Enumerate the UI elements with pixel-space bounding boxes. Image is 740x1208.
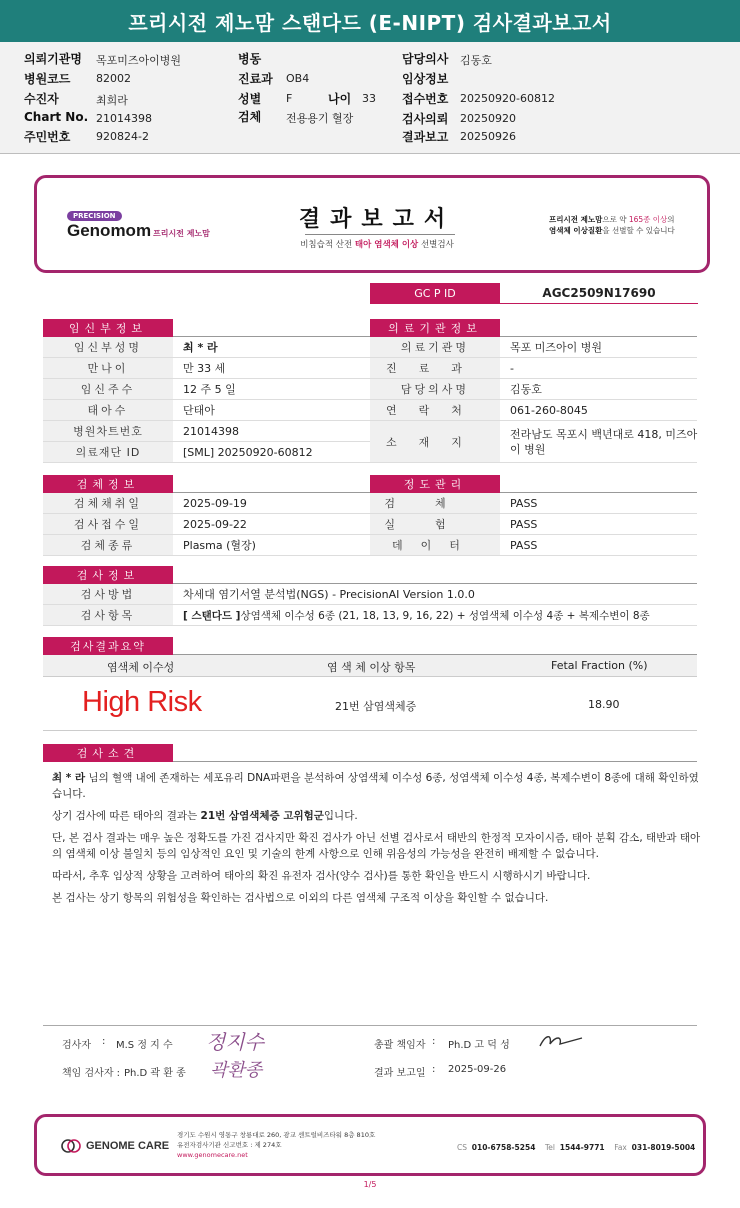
responsible-label: 책임 검사자 : — [62, 1068, 121, 1079]
tel-label: Tel — [544, 1143, 555, 1152]
tel-number: 1544-9771 — [559, 1143, 605, 1152]
heading-divider — [305, 234, 455, 235]
table-row — [370, 337, 697, 358]
table-row — [43, 605, 697, 626]
row-key: 검체 — [370, 493, 500, 513]
row-key: 검체종류 — [43, 535, 173, 555]
row-key: 진료과 — [370, 358, 500, 378]
row-value: PASS — [510, 538, 538, 552]
row-value: [SML] 20250920-60812 — [183, 445, 313, 459]
row-value: 2025-09-19 — [183, 496, 247, 510]
row-value: PASS — [510, 517, 538, 531]
responsible-signature: 곽환종 — [210, 1060, 263, 1081]
row-key: 연락처 — [370, 400, 500, 420]
section-header-hospital: 의료기관정보 — [370, 319, 500, 337]
section-header-qc: 정도관리 — [370, 475, 500, 493]
row-key: 임신부성명 — [43, 337, 173, 357]
page-number: 1/5 — [363, 1180, 377, 1189]
info-value: 목포미즈아이병원 — [96, 54, 182, 67]
report-date-label: 결과 보고일 — [374, 1068, 426, 1079]
cs-number: 010-6758-5254 — [471, 1143, 536, 1152]
summary-divider — [43, 730, 697, 731]
chief-label: 총괄 책임자 — [374, 1040, 426, 1051]
info-value: 20250920-60812 — [460, 92, 555, 105]
info-label: 담당의사 — [402, 52, 449, 66]
footer-contact — [457, 1143, 695, 1152]
license-line: 유전자검사기관 신고번호 : 제 274호 — [177, 1141, 282, 1149]
responsible-name: Ph.D 곽 환 종 — [124, 1068, 186, 1079]
report-date: 2025-09-26 — [448, 1064, 507, 1075]
signature-divider — [43, 1025, 697, 1026]
table-row — [43, 358, 370, 379]
section-header-test: 검사정보 — [43, 566, 173, 584]
info-label: 병원코드 — [24, 72, 71, 86]
section-underline — [173, 761, 697, 762]
info-value: 82002 — [96, 72, 131, 85]
info-label: 성별 — [238, 92, 262, 106]
info-label: 임상정보 — [402, 72, 449, 86]
row-value: 061-260-8045 — [510, 403, 588, 417]
genome-care-name: GENOME CARE — [86, 1140, 170, 1152]
findings-paragraph: 따라서, 추후 임상적 상황을 고려하여 태아의 확진 유전자 검사(양수 검사)를 통한 확인을 반드시 시행하시기 바랍니다. — [52, 870, 591, 882]
table-row — [43, 514, 370, 535]
findings-paragraph — [52, 770, 702, 802]
info-value: OB4 — [286, 72, 310, 85]
findings-paragraph: 단, 본 검사 결과는 매우 높은 정확도를 가진 검사지만 확진 검사가 아닌 선별 검사로서 태반의 한정적 모자이시즘, 태아 분획 감소, 태반과 태아의 염색체 이상 불일치 등의 임상적인 요인 및 기술의 한계 사항으로 인해 위음성의 가능성을 완전히 배제할 수 없습니다. — [52, 832, 701, 860]
table-row — [43, 421, 370, 442]
info-label: 검체 — [238, 110, 262, 124]
row-key: 태아수 — [43, 400, 173, 420]
summary-table-header — [43, 655, 697, 677]
subtitle-part: 선별검사 — [418, 240, 454, 250]
table-row — [43, 400, 370, 421]
subtitle-part: 비침습적 산전 — [300, 240, 355, 250]
findings-result: 21번 삼염색체증 고위험군 — [200, 810, 324, 822]
table-row — [43, 442, 370, 463]
row-key: 소재지 — [370, 421, 500, 462]
footer-frame — [34, 1114, 706, 1176]
row-value: 최 * 라 — [183, 341, 218, 354]
info-value: 920824-2 — [96, 130, 149, 143]
examiner-label: 검사자 — [62, 1040, 91, 1051]
row-key: 데이터 — [370, 535, 500, 555]
gc-pid-label: GC P ID — [370, 283, 500, 304]
row-value: - — [510, 361, 514, 375]
info-value: 20250920 — [460, 112, 516, 125]
tagline-part: 을 선별할 수 있습니다 — [602, 226, 675, 235]
brand-sub: 프리시전 제노맘 — [153, 229, 210, 238]
tagline-highlight: 165종 이상 — [628, 215, 668, 224]
colon: : — [432, 1036, 436, 1047]
table-row — [43, 337, 370, 358]
row-value: 12 주 5 일 — [183, 383, 236, 396]
info-label: 접수번호 — [402, 92, 449, 106]
row-value: 21014398 — [183, 424, 239, 438]
row-value: 단태아 — [183, 404, 215, 417]
address-line: 경기도 수원시 영통구 창룡대로 260, 광교 센트럴비즈타워 8층 810호 — [177, 1131, 376, 1139]
row-key: 병원차트번호 — [43, 421, 173, 441]
info-value: 전용용기 혈장 — [286, 112, 354, 125]
website-link[interactable]: www.genomecare.net — [177, 1151, 248, 1159]
report-header-frame — [34, 175, 710, 273]
row-key: 임신주수 — [43, 379, 173, 399]
test-items: 상염색체 이수성 6종 (21, 18, 13, 9, 16, 22) + 성염색체 이수성 4종 + 복제수변이 8종 — [240, 609, 650, 622]
table-row — [43, 493, 370, 514]
summary-col-header: 염색체 이수성 — [107, 661, 175, 674]
examiner-name: M.S 정 지 수 — [116, 1040, 173, 1051]
examiner-signature: 정지수 — [206, 1030, 264, 1054]
test-tier: [ 스탠다드 ] — [183, 609, 241, 622]
info-value: 김동호 — [460, 54, 492, 67]
address-line: 이 병원 — [510, 443, 546, 456]
row-key: 실험 — [370, 514, 500, 534]
row-key: 의료기관명 — [370, 337, 500, 357]
tagline-bold: 염색체 이상질환 — [549, 226, 603, 235]
row-value: 김동호 — [510, 383, 542, 396]
summary-col-header: Fetal Fraction (%) — [551, 659, 648, 672]
row-value: 목포 미즈아이 병원 — [510, 341, 603, 354]
row-value: 만 33 세 — [183, 362, 226, 375]
row-value — [183, 605, 650, 625]
fetal-fraction: 18.90 — [588, 698, 620, 711]
genome-care-icon — [61, 1139, 81, 1153]
section-header-summary: 검사결과요약 — [43, 637, 173, 655]
row-key: 검사접수일 — [43, 514, 173, 534]
section-header-findings: 검사소견 — [43, 744, 173, 762]
brand-logo: Genomom — [67, 221, 152, 240]
fax-label: Fax — [614, 1143, 627, 1152]
row-key: 의료재단 ID — [43, 442, 173, 462]
info-value: F — [286, 92, 293, 105]
tagline-brand: 프리시전 제노맘 — [549, 215, 603, 224]
chief-name: Ph.D 고 덕 성 — [448, 1040, 510, 1051]
report-heading: 결과보고서 — [298, 207, 456, 232]
abnormal-item: 21번 삼염색체증 — [335, 700, 417, 713]
info-label: 나이 — [328, 92, 352, 106]
findings-paragraph — [52, 808, 702, 824]
risk-result: High Risk — [82, 686, 202, 718]
row-value — [510, 427, 700, 468]
table-row — [370, 535, 697, 556]
gc-pid-value: AGC2509N17690 — [500, 283, 698, 304]
genome-care-logo — [61, 1139, 169, 1153]
info-label: 검사의뢰 — [402, 112, 449, 126]
table-row — [370, 514, 697, 535]
findings-text: 님의 혈액 내에 존재하는 세포유리 DNA파편을 분석하여 상염색체 이수성 6종, 성염색체 이수성 4종, 복제수변이 8종에 대해 확인하였습니다. — [52, 772, 699, 800]
table-row — [370, 421, 697, 463]
info-value: 21014398 — [96, 112, 152, 125]
info-value: 33 — [362, 92, 376, 105]
info-label: 진료과 — [238, 72, 273, 86]
info-label: 결과보고 — [402, 130, 449, 144]
table-row — [370, 400, 697, 421]
row-key: 담당의사명 — [370, 379, 500, 399]
row-key: 만나이 — [43, 358, 173, 378]
tagline-part: 으로 약 — [602, 215, 629, 224]
patient-info-panel — [0, 42, 740, 154]
findings-paragraph: 본 검사는 상기 항목의 위험성을 확인하는 검사법으로 이외의 다른 염색체 구조적 이상을 확인할 수 없습니다. — [52, 892, 549, 904]
info-label: 수진자 — [24, 92, 59, 106]
table-row — [370, 358, 697, 379]
row-value: 차세대 염기서열 분석법(NGS) - PrecisionAI Version 1.0.0 — [183, 588, 475, 601]
table-row — [370, 493, 697, 514]
row-key: 검사항목 — [43, 605, 173, 625]
info-label: Chart No. — [24, 110, 89, 124]
row-value: 2025-09-22 — [183, 517, 247, 531]
patient-name: 최 * 라 — [52, 772, 86, 784]
summary-col-header: 염 색 체 이상 항목 — [327, 661, 416, 674]
info-label: 주민번호 — [24, 130, 71, 144]
section-header-pregnant: 임신부정보 — [43, 319, 173, 337]
fax-number: 031-8019-5004 — [631, 1143, 696, 1152]
findings-text: 입니다. — [323, 810, 358, 822]
report-title-bar — [0, 0, 740, 42]
row-key: 검체채취일 — [43, 493, 173, 513]
colon: : — [102, 1036, 106, 1047]
footer-address — [177, 1130, 375, 1160]
info-label: 의뢰기관명 — [24, 52, 82, 66]
table-row — [43, 535, 370, 556]
chief-signature-icon — [536, 1030, 586, 1052]
table-row — [370, 379, 697, 400]
row-value: PASS — [510, 496, 538, 510]
brand-tagline — [549, 214, 699, 236]
table-row — [43, 379, 370, 400]
subtitle-highlight: 태아 염색체 이상 — [354, 240, 419, 250]
brand-precision-tag: PRECISION — [67, 211, 122, 221]
tagline-part: 의 — [667, 215, 675, 224]
info-value: 20250926 — [460, 130, 516, 143]
colon: : — [432, 1064, 436, 1075]
report-title: 프리시전 제노맘 스탠다드 (E-NIPT) 검사결과보고서 — [128, 10, 612, 35]
findings-text: 상기 검사에 따른 태아의 결과는 — [52, 810, 201, 822]
cs-label: CS — [457, 1143, 467, 1152]
row-key: 검사방법 — [43, 584, 173, 604]
report-subtitle — [267, 238, 487, 250]
table-row — [43, 584, 697, 605]
info-value: 최희라 — [96, 94, 128, 107]
address-line: 전라남도 목포시 백년대로 418, 미즈아 — [510, 428, 698, 441]
info-label: 병동 — [238, 52, 262, 66]
section-header-specimen: 검체정보 — [43, 475, 173, 493]
row-value: Plasma (혈장) — [183, 539, 256, 552]
